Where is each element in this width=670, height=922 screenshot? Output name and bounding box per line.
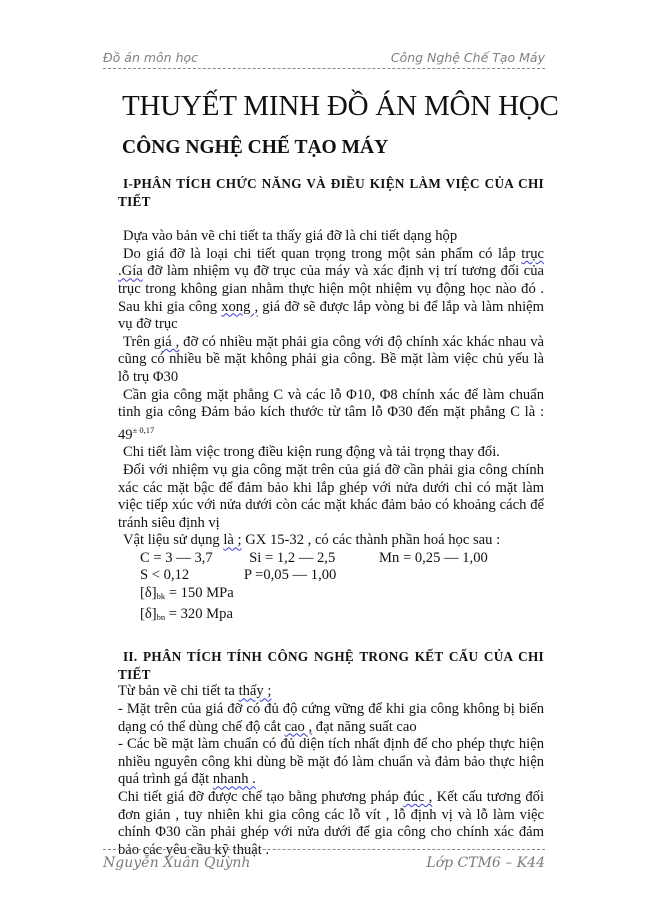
paragraph-text: Chi tiết giá đỡ được chế tạo bằng phương pháp xyxy=(118,789,404,805)
paragraph xyxy=(118,246,544,334)
section-2-heading: II. PHÂN TÍCH TÍNH CÔNG NGHỆ TRONG KẾT CẤU CỦA CHI TIẾT xyxy=(118,649,544,682)
paragraph-text: Do giá đỡ là loại chi tiết quan trọng trong một sản phẩm có lắp xyxy=(123,245,522,262)
spellcheck-underlined-text[interactable]: là ; xyxy=(223,532,242,549)
spellcheck-underlined-text[interactable]: giá , xyxy=(153,333,180,350)
paragraph-text: đạt năng suất cao xyxy=(312,718,417,735)
paragraph xyxy=(118,532,544,550)
paragraph-text: Cần gia công mặt phẳng C và các lỗ Φ10, Φ8 chính xác để làm chuẩn tinh gia công Đảm bảo kích thước từ tâm lỗ Φ30 đến mặt phẳng C là : 49 xyxy=(118,386,544,443)
footer-author: Nguyễn Xuân Quỳnh xyxy=(103,855,251,871)
paragraph xyxy=(118,387,544,445)
paragraph-text: Từ bản vẽ chi tiết ta xyxy=(118,683,239,700)
paragraph-text: Dựa vào bản vẽ chi tiết ta thấy giá đỡ là chi tiết dạng hộp xyxy=(123,228,458,245)
spellcheck-underlined-text[interactable]: cao , xyxy=(284,718,313,735)
document-body xyxy=(118,175,544,859)
paragraph-text: - Mặt trên của giá đỡ có đủ độ cứng vững để khi gia công không bị biến dạng có thể dùng chế độ cắt xyxy=(118,701,544,735)
symbol: [δ] xyxy=(140,585,157,602)
paragraph-text: GX 15-32 , có các thành phần hoá học sau : xyxy=(241,532,501,549)
paragraph xyxy=(118,462,544,532)
composition-line: C = 3 — 3,7 Si = 1,2 — 2,5 Mn = 0,25 — 1,00 xyxy=(140,549,488,566)
paragraph xyxy=(118,228,544,246)
paragraph-text: Đối với nhiệm vụ gia công mặt trên của giá đỡ cần phải gia công chính xác các mặt bậc để đảm bảo khi lắp ghép với nửa dưới chỉ có mặt làm việc tiếp xúc với nửa dưới còn các mặt khác đảm bảo có khoảng cách để tránh siêu định vị xyxy=(118,461,544,531)
spellcheck-underlined-text[interactable]: trục .Gía xyxy=(118,245,544,280)
subscript: bk xyxy=(156,591,166,602)
page-footer xyxy=(103,849,545,876)
spellcheck-underlined-text[interactable]: thấy ; xyxy=(238,683,272,700)
symbol: [δ] xyxy=(140,605,157,622)
paragraph-text: Trên xyxy=(123,333,154,350)
document-title: THUYẾT MINH ĐỒ ÁN MÔN HỌC xyxy=(122,90,559,122)
paragraph-text: đỡ làm nhiệm vụ đỡ trục của máy và xác định vị trí tương đối của trục trong không gian nhằm thực hiện một nhiệm vụ động học nào đó . Sau khi gia công xyxy=(118,263,544,315)
spellcheck-underlined-text[interactable]: nhanh . xyxy=(212,771,256,788)
document-subtitle: CÔNG NGHỆ CHẾ TẠO MÁY xyxy=(122,137,389,158)
footer-class: Lớp CTM6 – K44 xyxy=(426,855,545,871)
value: = 320 Mpa xyxy=(165,605,233,622)
header-left: Đồ án môn học xyxy=(103,50,199,65)
page-header xyxy=(103,48,545,69)
spellcheck-underlined-text[interactable]: đúc , xyxy=(403,789,433,805)
paragraph xyxy=(118,683,544,701)
paragraph-text: Vật liệu sử dụng xyxy=(123,532,224,549)
paragraph-text: giá đỡ sẽ được lắp vòng bi để lắp và làm nhiệm vụ đỡ trục xyxy=(118,298,544,333)
paragraph-text: - Các bề mặt làm chuẩn có đủ diện tích nhất định để cho phép thực hiện nhiều nguyên công khi dùng bề mặt đó làm chuẩn và đảm bảo thực hiện quá trình gá đặt xyxy=(118,736,544,788)
subscript: bn xyxy=(156,611,166,622)
bullet-paragraph xyxy=(118,701,544,736)
tolerance-superscript: ± 0,17 xyxy=(132,424,155,435)
paragraph-text: Kết cấu tương đối đơn giản , tuy nhiên khi gia công các lỗ vít , lỗ định vị và lỗ làm việc chính Φ30 cần phải ghép với nửa dưới để gia công cho chính xác đảm bảo các yêu cầu kỹ thuật . xyxy=(118,789,545,858)
paragraph xyxy=(118,334,544,387)
paragraph-text: đỡ có nhiều mặt phải gia công với độ chính xác khác nhau và cũng có nhiều bề mặt không phải gia công. Bề mặt làm việc chủ yếu là lỗ trụ Φ30 xyxy=(118,333,544,385)
value: = 150 MPa xyxy=(165,585,234,602)
composition-line: S < 0,12 P =0,05 — 1,00 xyxy=(140,567,337,584)
paragraph-text: Chi tiết làm việc trong điều kiện rung động và tải trọng thay đổi. xyxy=(123,444,500,461)
strength-line xyxy=(140,606,544,627)
paragraph xyxy=(118,444,544,462)
spellcheck-underlined-text[interactable]: xong , xyxy=(221,298,259,315)
bullet-paragraph xyxy=(118,736,544,789)
header-right: Công Nghệ Chế Tạo Máy xyxy=(390,50,545,65)
section-1-heading: I-PHÂN TÍCH CHỨC NĂNG VÀ ĐIỀU KIỆN LÀM VIỆC CỦA CHI TIẾT xyxy=(118,176,544,209)
composition-list xyxy=(118,550,544,626)
strength-line xyxy=(140,585,544,606)
